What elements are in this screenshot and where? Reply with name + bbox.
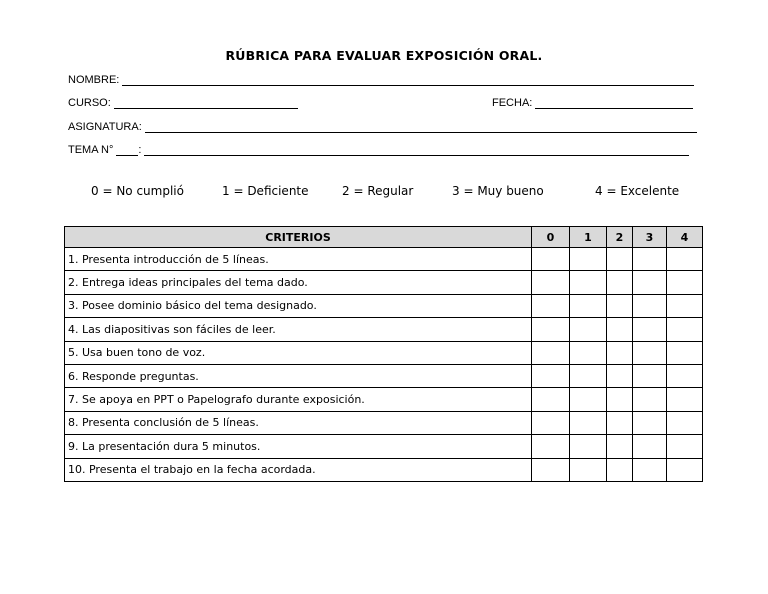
score-cell-4[interactable] [667, 318, 703, 341]
score-cell-2[interactable] [607, 271, 633, 294]
scale-item-4: 4 = Excelente [595, 184, 680, 198]
table-row [65, 458, 703, 481]
criterion-label: 6. Responde preguntas. [65, 364, 532, 387]
score-header-0: 0 [532, 227, 570, 248]
score-cell-2[interactable] [607, 341, 633, 364]
score-cell-0[interactable] [532, 435, 570, 458]
score-cell-4[interactable] [667, 411, 703, 434]
score-cell-1[interactable] [570, 341, 607, 364]
asignatura-label: ASIGNATURA: [68, 121, 142, 133]
criterion-label: 1. Presenta introducción de 5 líneas. [65, 248, 532, 271]
table-row [65, 294, 703, 317]
scale-item-0: 0 = No cumplió [91, 184, 184, 198]
curso-blank-line[interactable] [114, 97, 298, 109]
score-header-4: 4 [667, 227, 703, 248]
score-cell-0[interactable] [532, 294, 570, 317]
criterion-label: 8. Presenta conclusión de 5 líneas. [65, 411, 532, 434]
score-cell-3[interactable] [633, 435, 667, 458]
nombre-blank-line[interactable] [122, 74, 694, 86]
tema-number-blank[interactable] [116, 144, 138, 156]
score-cell-1[interactable] [570, 248, 607, 271]
score-cell-0[interactable] [532, 364, 570, 387]
score-cell-2[interactable] [607, 248, 633, 271]
score-cell-0[interactable] [532, 248, 570, 271]
score-cell-3[interactable] [633, 248, 667, 271]
page-title: RÚBRICA PARA EVALUAR EXPOSICIÓN ORAL. [225, 48, 543, 63]
fecha-field [492, 93, 693, 109]
asignatura-blank-line[interactable] [145, 121, 697, 133]
score-cell-1[interactable] [570, 294, 607, 317]
score-cell-0[interactable] [532, 341, 570, 364]
table-row [65, 318, 703, 341]
tema-field [68, 140, 689, 156]
fecha-label: FECHA: [492, 97, 533, 109]
score-cell-2[interactable] [607, 435, 633, 458]
scale-item-1: 1 = Deficiente [222, 184, 309, 198]
score-cell-4[interactable] [667, 341, 703, 364]
score-header-2: 2 [607, 227, 633, 248]
criterion-label: 9. La presentación dura 5 minutos. [65, 435, 532, 458]
score-cell-0[interactable] [532, 411, 570, 434]
asignatura-field [68, 117, 697, 133]
score-cell-4[interactable] [667, 364, 703, 387]
table-row [65, 271, 703, 294]
score-cell-1[interactable] [570, 271, 607, 294]
table-row [65, 435, 703, 458]
score-cell-0[interactable] [532, 318, 570, 341]
score-header-1: 1 [570, 227, 607, 248]
table-header-row [65, 227, 703, 248]
tema-colon: : [138, 144, 142, 156]
score-cell-1[interactable] [570, 364, 607, 387]
table-row [65, 341, 703, 364]
table-row [65, 364, 703, 387]
criterion-label: 10. Presenta el trabajo en la fecha acordada. [65, 458, 532, 481]
score-cell-3[interactable] [633, 411, 667, 434]
score-cell-2[interactable] [607, 411, 633, 434]
score-cell-4[interactable] [667, 294, 703, 317]
score-cell-4[interactable] [667, 248, 703, 271]
tema-label: TEMA N° [68, 144, 114, 156]
score-cell-2[interactable] [607, 458, 633, 481]
score-cell-2[interactable] [607, 388, 633, 411]
score-cell-1[interactable] [570, 388, 607, 411]
criterion-label: 3. Posee dominio básico del tema designado. [65, 294, 532, 317]
score-cell-2[interactable] [607, 318, 633, 341]
score-cell-3[interactable] [633, 318, 667, 341]
nombre-label: NOMBRE: [68, 74, 120, 86]
score-cell-3[interactable] [633, 388, 667, 411]
table-row [65, 411, 703, 434]
nombre-field [68, 70, 694, 86]
criterion-label: 7. Se apoya en PPT o Papelografo durante exposición. [65, 388, 532, 411]
score-cell-1[interactable] [570, 435, 607, 458]
fecha-blank-line[interactable] [535, 97, 693, 109]
scale-item-2: 2 = Regular [342, 184, 414, 198]
score-cell-3[interactable] [633, 294, 667, 317]
criterion-label: 2. Entrega ideas principales del tema dado. [65, 271, 532, 294]
score-cell-1[interactable] [570, 318, 607, 341]
score-cell-0[interactable] [532, 458, 570, 481]
criterion-label: 4. Las diapositivas son fáciles de leer. [65, 318, 532, 341]
score-cell-1[interactable] [570, 411, 607, 434]
score-cell-4[interactable] [667, 458, 703, 481]
table-row [65, 388, 703, 411]
curso-label: CURSO: [68, 97, 111, 109]
table-row [65, 248, 703, 271]
criterion-label: 5. Usa buen tono de voz. [65, 341, 532, 364]
score-cell-3[interactable] [633, 271, 667, 294]
score-header-3: 3 [633, 227, 667, 248]
score-cell-3[interactable] [633, 458, 667, 481]
criterios-header: CRITERIOS [65, 227, 532, 248]
score-cell-3[interactable] [633, 364, 667, 387]
score-cell-3[interactable] [633, 341, 667, 364]
rubric-table [64, 226, 703, 482]
score-cell-2[interactable] [607, 294, 633, 317]
score-cell-2[interactable] [607, 364, 633, 387]
score-cell-4[interactable] [667, 388, 703, 411]
score-cell-1[interactable] [570, 458, 607, 481]
score-cell-4[interactable] [667, 271, 703, 294]
score-cell-0[interactable] [532, 388, 570, 411]
score-cell-4[interactable] [667, 435, 703, 458]
curso-field [68, 93, 298, 109]
tema-blank-line[interactable] [144, 144, 689, 156]
score-cell-0[interactable] [532, 271, 570, 294]
scale-item-3: 3 = Muy bueno [452, 184, 544, 198]
